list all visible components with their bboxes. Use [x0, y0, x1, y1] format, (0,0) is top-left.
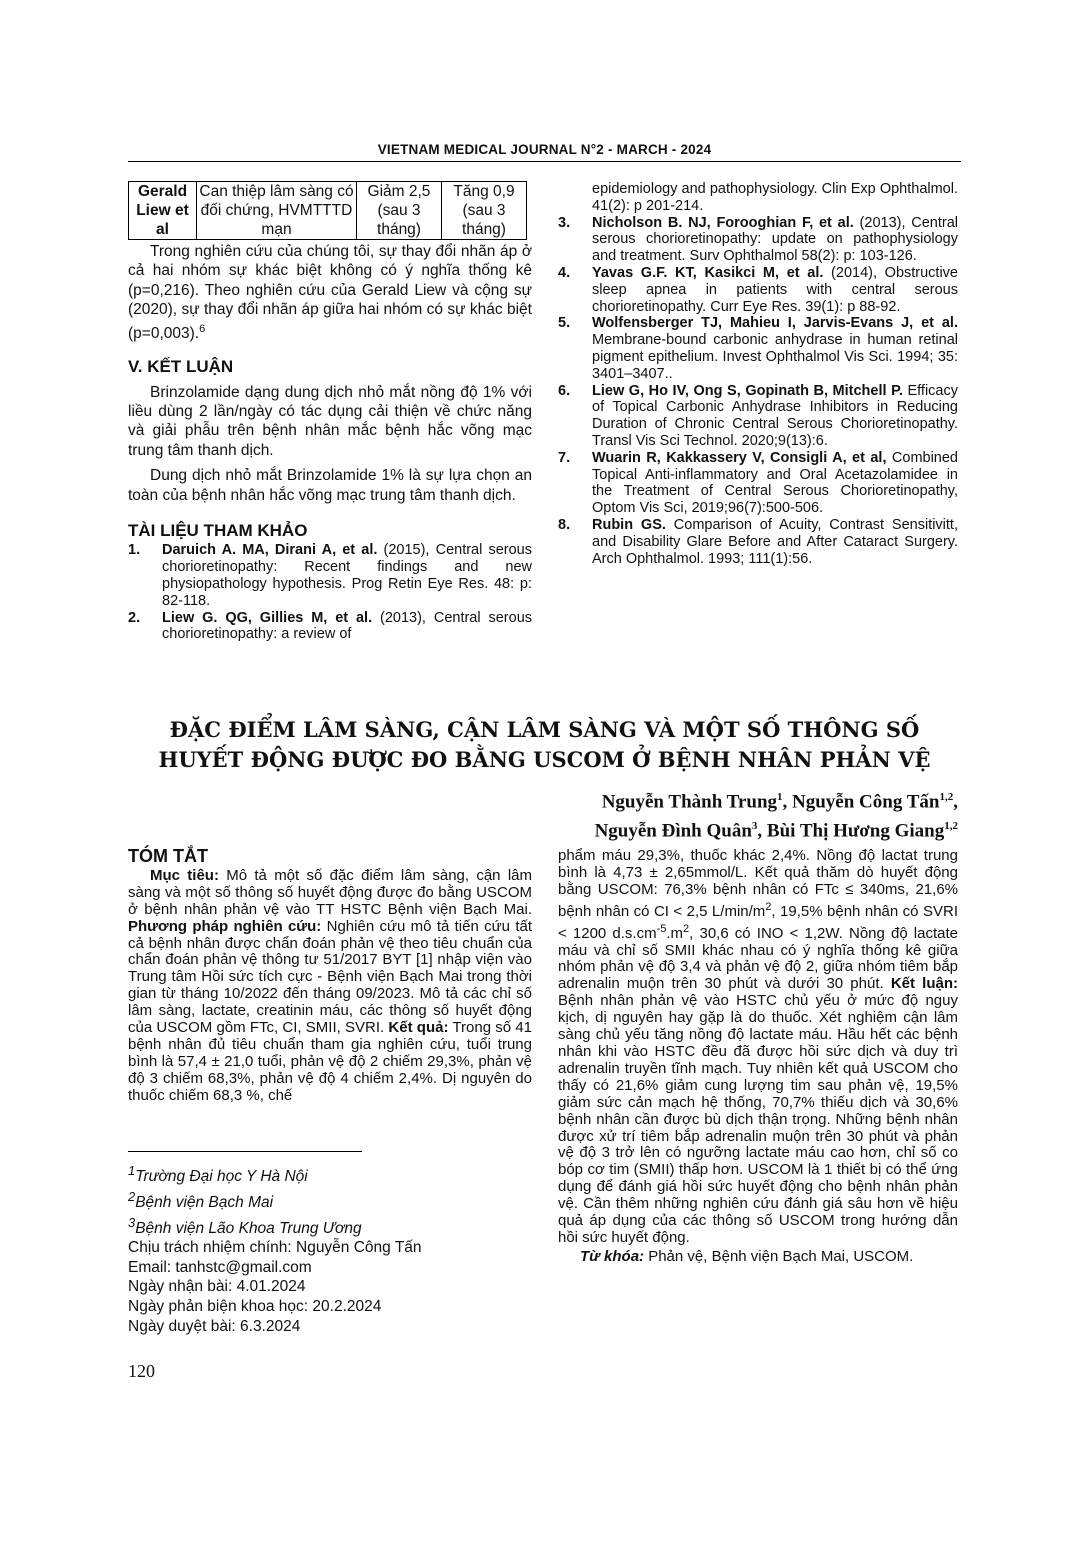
author-name: Nguyễn Đình Quân: [594, 820, 752, 842]
header-rule: [128, 161, 961, 162]
references-heading: TÀI LIỆU THAM KHẢO: [128, 521, 308, 541]
author-affiliation-sup: 1: [777, 791, 783, 803]
discussion-text: Trong nghiên cứu của chúng tôi, sự thay đổi nhãn áp ở cả hai nhóm sự khác biệt không có ý nghĩa thống kê (p=0,216). Theo nghiên cứu của Gerald Liew và cộng sự (2020), sự thay đổi nhãn áp giữa hai nhóm có sự khác biệt (p=0,003).: [128, 243, 532, 342]
reference-authors: Wolfensberger TJ, Mahieu I, Jarvis-Evans J, et al.: [592, 315, 958, 332]
objective-text: Mô tả một số đặc điểm lâm sàng, cận lâm sàng và một số thông số huyết động được đo bằng USCOM ở bệnh nhân phản vệ vào TT HSTC Bệnh viện Bạch Mai.: [128, 866, 532, 918]
reference-authors: Nicholson B. NJ, Forooghian F, et al.: [592, 214, 854, 231]
author-name: Nguyễn Thành Trung: [601, 791, 778, 813]
reference-number: 7.: [558, 449, 571, 466]
title-line-2: HUYẾT ĐỘNG ĐƯỢC ĐO BẰNG USCOM Ở BỆNH NHÂN PHẢN VỆ: [158, 747, 931, 772]
conclusion-label: Kết luận:: [890, 975, 958, 993]
reference-text: epidemiology and pathophysiology. Clin Exp Ophthalmol. 41(2): p 201-214.: [592, 181, 958, 214]
abstract-left: [128, 848, 532, 1105]
conclusion-paragraph-2: Dung dịch nhỏ mắt Brinzolamide 1% là sự lựa chọn an toàn của bệnh nhân hắc võng mạc trung tâm thanh dịch.: [128, 467, 532, 504]
affiliation-sup: 2: [128, 1188, 136, 1204]
author-name: Bùi Thị Hương Giang: [766, 820, 945, 842]
author-list: [595, 785, 958, 844]
reference-text: [592, 265, 958, 315]
keywords-paragraph: [558, 1249, 958, 1266]
reference-details: Combined Topical Anti-inflammatory and Oral Acetazolamidee in the Treatment of Central Serous Chorioretinopathy, Optom Vis Sci, 2019;96(7):500-506.: [592, 449, 958, 517]
references-list-right: [558, 215, 958, 568]
table-cell: Giảm 2,5 (sau 3 tháng): [357, 182, 442, 240]
reference-item: [558, 383, 958, 450]
reference-text: [592, 315, 958, 382]
author-line-1: [595, 785, 958, 814]
table-cell: Tăng 0,9 (sau 3 tháng): [442, 182, 527, 240]
correspondence-line: Email: tanhstc@gmail.com: [128, 1258, 312, 1276]
results-text-continued: .m: [666, 924, 684, 942]
reference-number: 5.: [558, 315, 571, 332]
methods-text: Nghiên cứu mô tả tiến cứu tất cả bệnh nhân được chẩn đoán phản vệ theo tiêu chuẩn của chẩn đoán phản vệ thông tư 51/2017 BYT [1] nhập viện vào Trung tâm Hồi sức tích cực - Bệnh viện Bạch Mai trong thời gian từ tháng 10/2022 đến tháng 09/2023. Mô tả các chỉ số lâm sàng, lactate, creatinin máu, các thông số huyết động của USCOM gồm FTc, CI, SMII, SVRI.: [128, 917, 533, 1037]
conclusion-heading: V. KẾT LUẬN: [128, 357, 234, 377]
footnotes: [128, 1161, 532, 1336]
correspondence-line: Ngày nhận bài: 4.01.2024: [128, 1278, 306, 1296]
abstract-conclusion-text: Bệnh nhân phản vệ vào HSTC chủ yếu ở mức độ nguy kịch, dị nguyên hay gặp là do thuốc. Xét nghiệm cận lâm sàng chủ yếu tăng nồng độ lactate máu. Hầu hết các bệnh nhân khi vào HSTC đều đã được hồi sức dịch và duy trì adrenalin truyền tĩnh mạch. Tuy nhiên kết quả USCOM cho thấy có 21,6% giảm cung lượng tim sau phản vệ, 19,5% giảm sức cản mạch hệ thống, 70,7% thiếu dịch và 30,6% bệnh nhân cần được bù dịch thận trọng. Những bệnh nhân được xử trí tiêm bắp adrenalin muộn trên 30 phút và phản vệ độ 3 trở lên có ngưỡng lactate máu cao hơn, chỉ số co bóp cơ tim (SMII) thấp hơn. USCOM là 1 thiết bị có thể ứng dụng để đánh giá hồi sức huyết động cho bệnh nhân phản vệ. Cần thêm những nghiên cứu đánh giá sâu hơn về hiệu quả áp dụng của các thông số USCOM trong hướng dẫn hồi sức huyết động.: [558, 992, 958, 1246]
results-text-continued: phẩm máu 29,3%, thuốc khác 2,4%. Nồng độ lactat trung bình là 4,73 ± 2,65mmol/L. Kết quả thăm dò huyết động bằng USCOM: 76,3% bệnh nhân có FTc ≤ 340ms, 21,6% bệnh nhân có CI < 2,5 L/min/m: [558, 847, 958, 920]
author-affiliation-sup: 1,2: [939, 791, 954, 803]
reference-text: [592, 215, 958, 265]
footnote-rule: [128, 1151, 362, 1152]
author-line-2: [595, 814, 958, 843]
results-text-continued: , 30,6 có INO < 1,2W. Nồng độ lactate máu và chỉ số SMII khác nhau có ý nghĩa thống kê giữa nhóm phản vệ độ 3,4 và phản vệ độ 2, giữa nhóm tiêm bắp adrenalin muộn trên 30 phút và dưới 30 phút.: [558, 924, 959, 993]
title-line-1: ĐẶC ĐIỂM LÂM SÀNG, CẬN LÂM SÀNG VÀ MỘT SỐ THÔNG SỐ: [169, 717, 920, 742]
reference-authors: Daruich A. MA, Dirani A, et al.: [162, 542, 378, 559]
author-separator: ,: [757, 820, 767, 842]
superscript: 2: [683, 922, 690, 935]
article-title: [128, 715, 961, 775]
reference-text: [162, 542, 532, 609]
affiliation-line: [128, 1161, 532, 1187]
superscript: 2: [765, 900, 772, 913]
superscript: -5: [656, 922, 667, 935]
reference-number: 1.: [128, 542, 141, 559]
reference-details: (2013), Central serous chorioretinopathy: a review of: [162, 609, 533, 643]
reference-continuation: [558, 181, 958, 215]
results-label: Kết quả:: [388, 1019, 449, 1037]
reference-details: Comparison of Acuity, Contrast Sensitivitt, and Disability Glare Before and After Cataract Surgery. Arch Ophthalmol. 1993; 111(1):56.: [592, 516, 958, 567]
abstract-paragraph: [128, 868, 532, 1105]
reference-details: Efficacy of Topical Carbonic Anhydrase Inhibitors in Reducing Duration of Chronic Central Serous Chorioretinopathy. Transl Vis Sci Technol. 2020;9(13):6.: [592, 382, 958, 449]
results-text-continued: , 19,5% bệnh nhân có SVRI < 1200 d.s.cm: [558, 902, 958, 942]
abstract-paragraph-continued: [558, 848, 958, 1247]
reference-text: [592, 517, 958, 567]
author-name: Nguyễn Công Tấn: [792, 791, 940, 813]
reference-item: [558, 265, 958, 315]
right-column-top: [558, 181, 958, 567]
reference-item: [558, 315, 958, 382]
reference-authors: Liew G, Ho IV, Ong S, Gopinath B, Mitchell P.: [592, 382, 903, 399]
reference-details: (2014), Obstructive sleep apnea in patients with central serous chorioretinopathy. Curr Eye Res. 39(1): p 88-92.: [592, 264, 958, 315]
discussion-paragraph: [128, 242, 532, 343]
table-cell: Gerald Liew et al: [129, 182, 197, 240]
correspondence-line: Chịu trách nhiệm chính: Nguyễn Công Tấn: [128, 1239, 422, 1257]
journal-header: VIETNAM MEDICAL JOURNAL N°2 - MARCH - 2024: [377, 142, 712, 157]
reference-text: [592, 383, 958, 450]
abstract-heading: TÓM TẮT: [128, 846, 208, 866]
affiliation-sup: 3: [128, 1214, 136, 1230]
reference-number: 3.: [558, 214, 571, 231]
reference-details: (2013), Central serous chorioretinopathy: update on pathophysiology and treatment. Surv Ophthalmol 58(2): p: 103-126.: [592, 214, 958, 265]
page-number: 120: [128, 1361, 155, 1381]
affiliation-sup: 1: [128, 1163, 136, 1178]
reference-item: [558, 450, 958, 517]
abstract-right: [558, 848, 958, 1266]
reference-number: 2.: [128, 609, 141, 626]
table-cell: Can thiệp lâm sàng có đối chứng, HVMTTTD mạn: [197, 182, 357, 240]
affiliation-text: Bệnh viện Bạch Mai: [135, 1193, 274, 1211]
reference-authors: Liew G. QG, Gillies M, et al.: [162, 609, 373, 626]
correspondence-line: Ngày duyệt bài: 6.3.2024: [128, 1317, 301, 1335]
reference-item: [558, 517, 958, 567]
reference-authors: Wuarin R, Kakkassery V, Consigli A, et al,: [592, 449, 887, 466]
reference-text: [592, 450, 958, 517]
correspondence-line: Ngày phản biện khoa học: 20.2.2024: [128, 1298, 382, 1316]
reference-number: 4.: [558, 264, 571, 281]
author-separator: ,: [782, 791, 793, 813]
keywords-text: Phản vệ, Bệnh viện Bạch Mai, USCOM.: [644, 1247, 914, 1265]
author-separator: ,: [953, 791, 958, 813]
reference-authors: Yavas G.F. KT, Kasikci M, et al.: [592, 264, 824, 281]
affiliation-text: Trường Đại học Y Hà Nội: [135, 1168, 308, 1186]
affiliation-text: Bệnh viện Lão Khoa Trung Ương: [135, 1219, 362, 1237]
objective-label: Mục tiêu:: [150, 866, 219, 884]
reference-number: 6.: [558, 382, 571, 399]
reference-details: (2015), Central serous chorioretinopathy: Recent findings and new physiopathology hypothesis. Prog Retin Eye Res. 48: p: 82-118.: [162, 542, 532, 609]
affiliation-line: [128, 1187, 532, 1213]
reference-number: 8.: [558, 516, 571, 533]
reference-item: [128, 610, 532, 644]
author-affiliation-sup: 3: [751, 820, 758, 833]
left-column-top: [128, 181, 532, 643]
table-row: [129, 182, 527, 240]
reference-text: [162, 610, 532, 644]
reference-details: Membrane-bound carbonic anhydrase in human retinal pigment epithelium. Invest Ophthalmol Vis Sci. 1994; 35: 3401–3407..: [592, 332, 958, 382]
author-affiliation-sup: 1,2: [944, 820, 958, 833]
conclusion-paragraph-1: Brinzolamide dạng dung dịch nhỏ mắt nồng độ 1% với liều dùng 2 lần/ngày có tác dụng cải thiện về chức năng và giải phẫu trên bệnh nhân mắc bệnh hắc võng mạc trung tâm thanh dịch.: [128, 383, 532, 459]
references-list-left: [128, 542, 532, 643]
keywords-label: Từ khóa:: [580, 1247, 645, 1265]
reference-authors: Rubin GS.: [592, 516, 666, 533]
affiliation-line: [128, 1213, 532, 1239]
reference-item: [558, 215, 958, 265]
methods-label: Phương pháp nghiên cứu:: [128, 917, 322, 935]
results-text: Trong số 41 bệnh nhân đủ tiêu chuẩn tham gia nghiên cứu, tuổi trung bình là 57,4 ± 21,0 tuổi, phản vệ độ 2 chiếm 29,3%, phản vệ độ 3 chiếm 68,3%, phản vệ độ 4 chiếm 2,4%. Dị nguyên do thuốc chiếm 68,3 %, chế: [128, 1019, 533, 1104]
citation-sup: 6: [199, 322, 206, 335]
comparison-table: [128, 181, 527, 240]
reference-item: [128, 542, 532, 609]
